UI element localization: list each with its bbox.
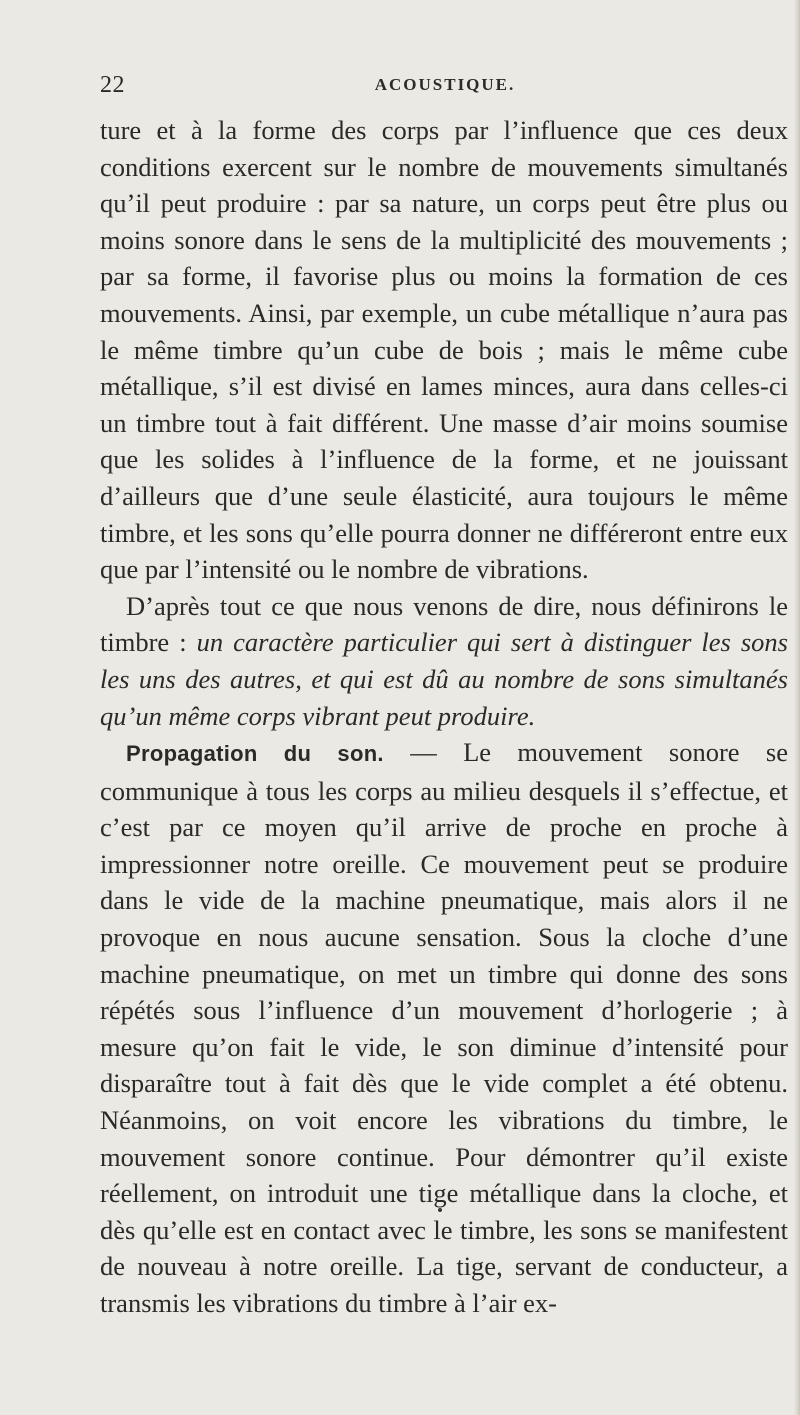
page-number: 22 (100, 72, 125, 98)
page-edge-shadow (794, 0, 800, 1415)
definition-italic: un caractère particulier qui sert à distinguer les sons les uns des autres, et qui est dû au nombre de sons simultanés qu’un même corps vibrant peut produire. (100, 627, 788, 731)
paragraph-timbre-nature: ture et à la forme des corps par l’influence que ces deux conditions exercent sur le nombre de mouvements simultanés qu’il peut produire : par sa nature, un corps peut être plus ou moins sonore dans le sens de la multiplicité des mouvements ; par sa forme, il favorise plus ou moins la formation de ces mouvements. Ainsi, par exemple, un cube métallique n’aura pas le même timbre qu’un cube de bois ; mais le même cube métallique, s’il est divisé en lames minces, aura dans celles-ci un timbre tout à fait différent. Une masse d’air moins soumise que les solides à l’influence de la forme, et ne jouissant d’ailleurs que d’une seule élasticité, aura toujours le même timbre, et les sons qu’elle pourra donner ne différeront entre eux que par l’intensité ou le nombre de vibrations. (100, 115, 788, 585)
print-speck (438, 1208, 442, 1212)
paragraph-timbre-definition (100, 588, 788, 734)
paragraph-propagation (100, 734, 788, 1322)
section-heading-propagation: Propagation du son. (126, 741, 384, 767)
running-head (100, 72, 790, 102)
body-text (100, 112, 788, 1322)
running-title: ACOUSTIQUE. (374, 75, 516, 94)
definition-intro: D’après tout ce que nous venons de dire, nous définirons le timbre : (100, 590, 788, 658)
propagation-text: — Le mouvement sonore se communique à tous les corps au milieu desquels il s’effectue, et c’est par ce moyen qu’il arrive de proche en proche à impressionner notre oreille. Ce mouvement peut se produire dans le vide de la machine pneumatique, mais alors il ne provoque en nous aucune sensation. Sous la cloche d’une machine pneumatique, on met un timbre qui donne des sons répétés sous l’influence d’un mouvement d’horlogerie ; à mesure qu’on fait le vide, le son diminue d’intensité pour disparaître tout à fait dès que le vide complet a été obtenu. Néanmoins, on voit encore les vibrations du timbre, le mouvement sonore continue. Pour démontrer qu’il existe réellement, on introduit une tige métallique dans la cloche, et dès qu’elle est en contact avec le timbre, les sons se manifestent de nouveau à notre oreille. La tige, servant de conducteur, a transmis les vibrations du timbre à l’air ex- (100, 737, 788, 1318)
